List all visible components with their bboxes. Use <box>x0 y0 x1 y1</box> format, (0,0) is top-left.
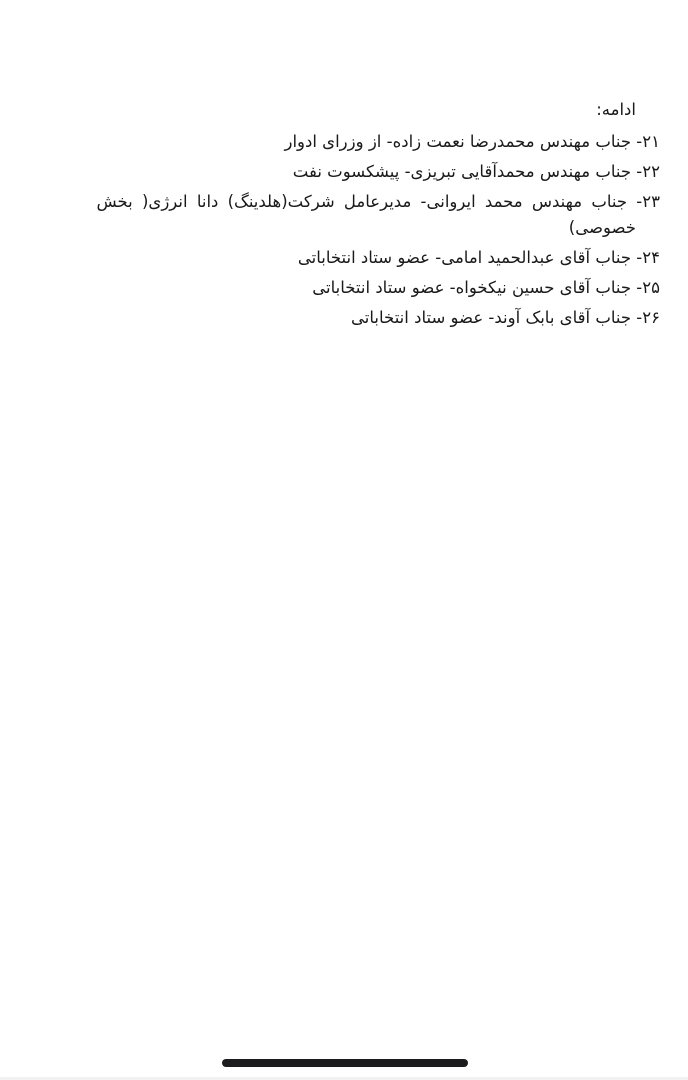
list-item-24: ۲۴- جناب آقای عبدالحمید امامی- عضو ستاد انتخاباتی <box>297 248 660 267</box>
home-indicator[interactable] <box>222 1059 468 1067</box>
list-item-22: ۲۲- جناب مهندس محمدآقایی تبریزی- پیشکسوت نفت <box>292 162 660 181</box>
list-item-23: ۲۳- جناب مهندس محمد ایروانی- مدیرعامل شرکت(هلدینگ) دانا انرژی( بخش <box>96 192 660 211</box>
continuation-heading: ادامه: <box>596 100 636 119</box>
list-item-25: ۲۵- جناب آقای حسین نیکخواه- عضو ستاد انتخاباتی <box>312 278 660 297</box>
list-item-26: ۲۶- جناب آقای بابک آوند- عضو ستاد انتخاباتی <box>351 308 660 327</box>
list-item-23-continuation: خصوصی) <box>568 218 636 237</box>
document-body <box>28 95 660 333</box>
list-item-21: ۲۱- جناب مهندس محمدرضا نعمت زاده- از وزرای ادوار <box>284 132 660 151</box>
